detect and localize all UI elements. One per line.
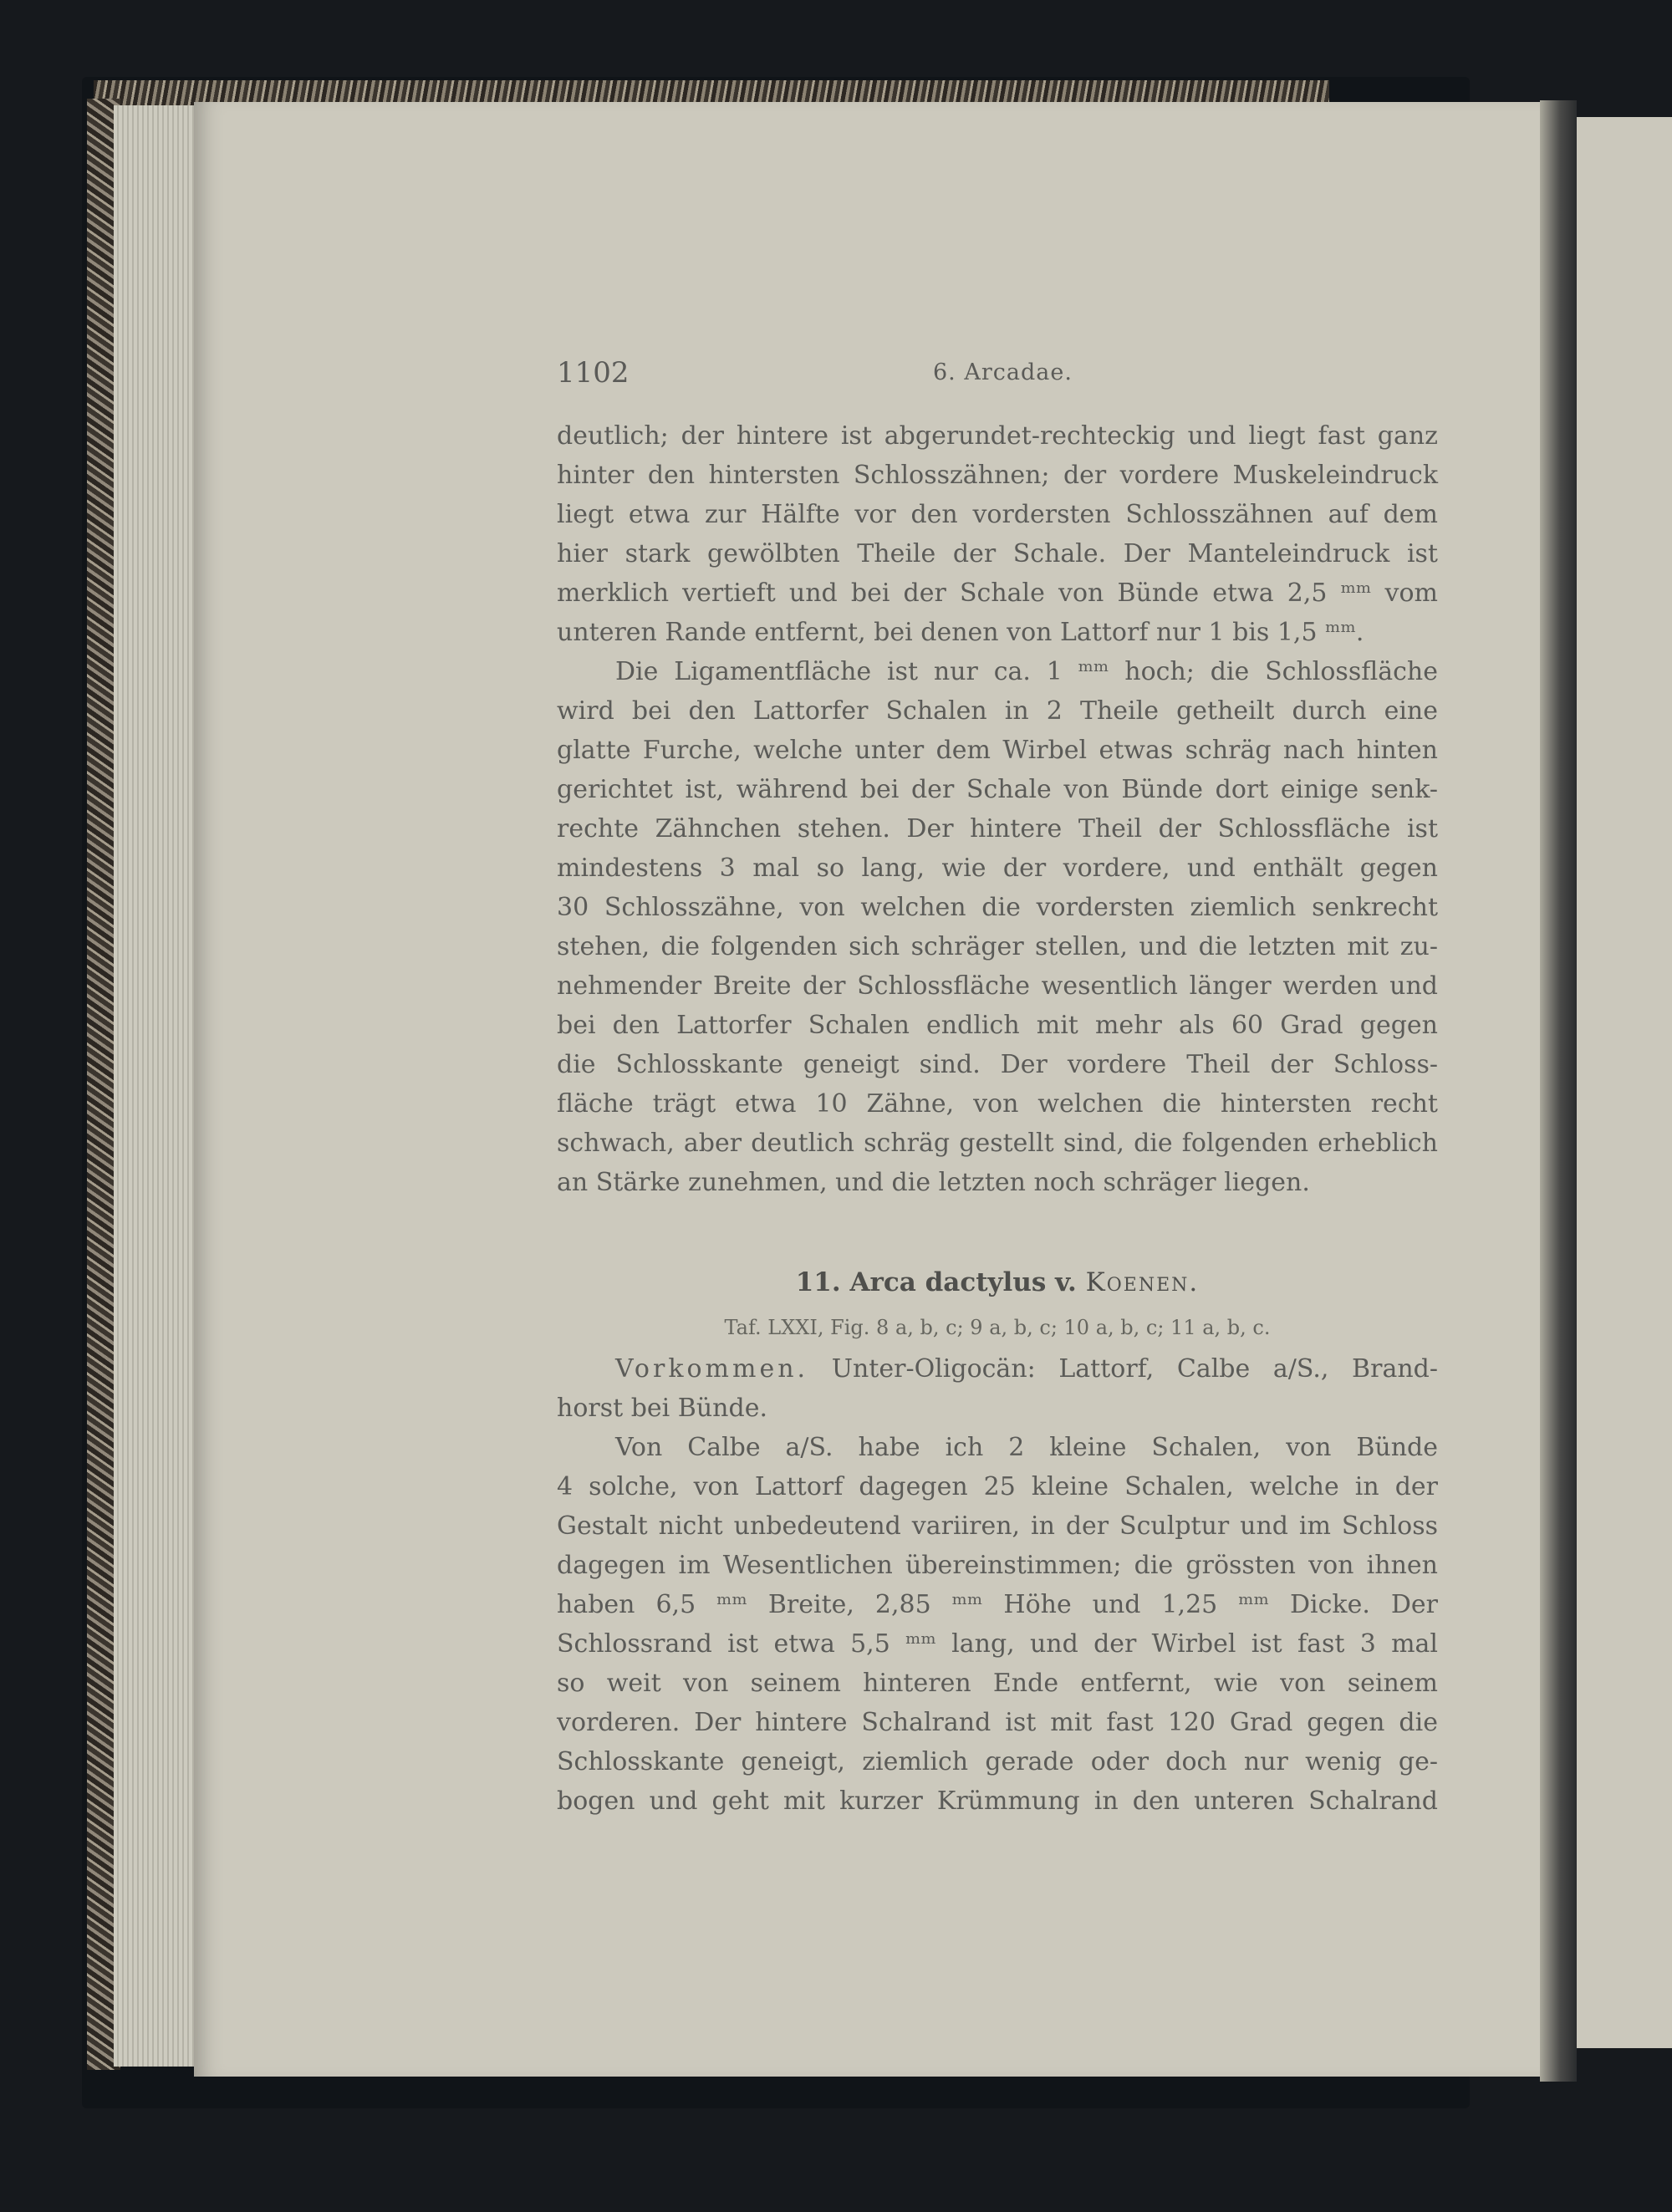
text-line: Gestalt nicht unbedeutend variiren, in der Sculptur und im Schloss — [557, 1511, 1438, 1541]
text-line: unteren Rande entfernt, bei denen von Lattorf nur 1 bis 1,5 ᵐᵐ. — [557, 618, 1364, 647]
text-line: gerichtet ist, während bei der Schale von Bünde dort einige senk- — [557, 775, 1438, 804]
occurrence-text: Unter-Oligocän: Lattorf, Calbe a/S., Brand- — [831, 1354, 1438, 1384]
text-line: Schlosskante geneigt, ziemlich gerade oder doch nur wenig ge- — [557, 1747, 1438, 1776]
text-line: Schlossrand ist etwa 5,5 ᵐᵐ lang, und der Wirbel ist fast 3 mal — [557, 1629, 1438, 1659]
text-line: so weit von seinem hinteren Ende entfernt, wie von seinem — [557, 1669, 1438, 1698]
text-line: die Schlosskante geneigt sind. Der vordere Theil der Schloss- — [557, 1050, 1438, 1079]
text-line: schwach, aber deutlich schräg gestellt sind, die folgenden erheblich — [557, 1129, 1438, 1158]
text-line: hinter den hintersten Schlosszähnen; der vordere Muskeleindruck — [557, 461, 1438, 490]
text-line: bei den Lattorfer Schalen endlich mit mehr als 60 Grad gegen — [557, 1011, 1438, 1040]
text-line: wird bei den Lattorfer Schalen in 2 Theile getheilt durch eine — [557, 696, 1438, 726]
text-line: rechte Zähnchen stehen. Der hintere Theil der Schlossfläche ist — [557, 814, 1438, 844]
plate-reference: Taf. LXXI, Fig. 8 a, b, c; 9 a, b, c; 10 a, b, c; 11 a, b, c. — [724, 1316, 1271, 1339]
facing-page-edge — [1577, 117, 1672, 2048]
text-line: an Stärke zunehmen, und die letzten noch schräger liegen. — [557, 1168, 1310, 1197]
page-number: 1102 — [557, 356, 630, 390]
text-line: hier stark gewölbten Theile der Schale. Der Manteleindruck ist — [557, 539, 1438, 568]
text-line: 30 Schlosszähne, von welchen die vordersten ziemlich senkrecht — [557, 893, 1438, 922]
text-line: nehmender Breite der Schlossfläche wesentlich länger werden und — [557, 971, 1438, 1001]
occurrence-label: Vorkommen. — [615, 1354, 809, 1384]
text-line: glatte Furche, welche unter dem Wirbel etwas schräg nach hinten — [557, 736, 1438, 765]
text-line: merklich vertieft und bei der Schale von Bünde etwa 2,5 ᵐᵐ vom — [557, 578, 1438, 608]
text-line: 4 solche, von Lattorf dagegen 25 kleine Schalen, welche in der — [557, 1472, 1438, 1501]
body-text-top — [557, 416, 1438, 1202]
body-text-bottom — [557, 1349, 1438, 1821]
text-line: deutlich; der hintere ist abgerundet-rechteckig und liegt fast ganz — [557, 421, 1438, 451]
text-line: fläche trägt etwa 10 Zähne, von welchen die hintersten recht — [557, 1089, 1438, 1119]
species-heading — [557, 1264, 1438, 1301]
species-name: 11. Arca dactylus v. — [795, 1267, 1077, 1297]
text-line: vorderen. Der hintere Schalrand ist mit fast 120 Grad gegen die — [557, 1708, 1438, 1737]
running-head — [557, 356, 1438, 390]
text-line: horst bei Bünde. — [557, 1394, 767, 1423]
species-author: Koenen. — [1085, 1267, 1200, 1297]
text-line: haben 6,5 ᵐᵐ Breite, 2,85 ᵐᵐ Höhe und 1,25 ᵐᵐ Dicke. Der — [557, 1590, 1438, 1619]
text-line: mindestens 3 mal so lang, wie der vordere, und enthält gegen — [557, 854, 1438, 883]
book-gutter — [1540, 100, 1577, 2082]
text-line: stehen, die folgenden sich schräger stellen, und die letzten mit zu- — [557, 932, 1438, 961]
text-line: liegt etwa zur Hälfte vor den vordersten Schlosszähnen auf dem — [557, 500, 1438, 529]
text-line: bogen und geht mit kurzer Krümmung in den unteren Schalrand — [557, 1786, 1438, 1816]
text-line — [557, 1349, 1438, 1389]
text-line: Die Ligamentfläche ist nur ca. 1 ᵐᵐ hoch; die Schlossfläche — [615, 657, 1438, 686]
text-line: Von Calbe a/S. habe ich 2 kleine Schalen, von Bünde — [615, 1433, 1438, 1462]
text-line: dagegen im Wesentlichen übereinstimmen; die grössten von ihnen — [557, 1551, 1438, 1580]
section-title: 6. Arcadae. — [933, 359, 1073, 385]
